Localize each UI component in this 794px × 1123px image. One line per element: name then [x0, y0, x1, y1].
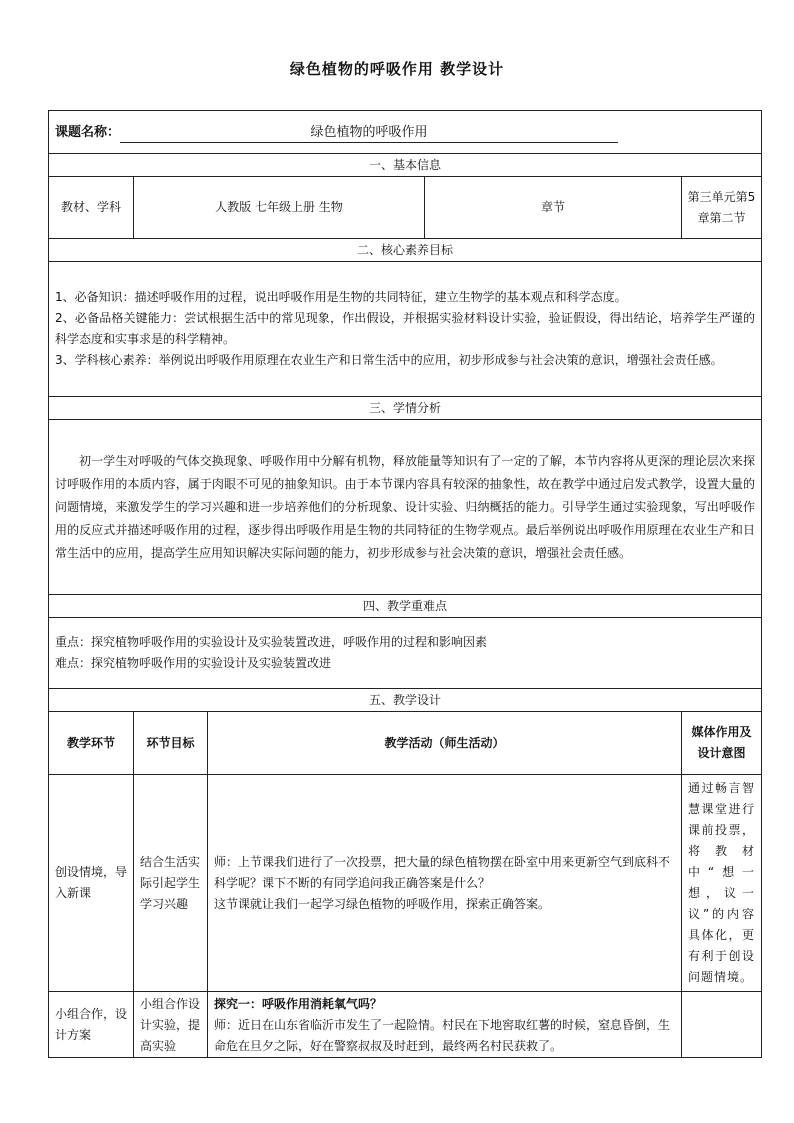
stage-cell: 小组合作，设计方案	[49, 992, 134, 1058]
section-header-key-points: 四、教学重难点	[49, 595, 762, 618]
basic-info-row	[49, 177, 762, 239]
col-stage: 教学环节	[49, 712, 134, 775]
activity-line: 师：近日在山东省临沂市发生了一起险情。村民在下地窖取红薯的时候，窒息昏倒，生命危在旦夕之际，好在警察叔叔及时赶到，最终两名村民获救了。	[214, 1018, 671, 1053]
section-header-design: 五、教学设计	[49, 689, 762, 712]
col-media: 媒体作用及设计意图	[682, 712, 762, 775]
activity-line: 探究一：呼吸作用消耗氧气吗？	[214, 997, 383, 1011]
media-cell: 通过畅言智慧课堂进行课前投票，将教材中“想一想，议一议”的内容具体化，更有利于创设问题情境。	[682, 775, 762, 992]
goal-item: 1、必备知识：描述呼吸作用的过程，说出呼吸作用是生物的共同特征，建立生物学的基本观点和科学态度。	[55, 290, 627, 304]
lesson-plan-table	[48, 110, 762, 1058]
key-points-row	[49, 618, 762, 689]
goal-item: 3、学科核心素养：举例说出呼吸作用原理在农业生产和日常生活中的应用，初步形成参与社会决策的意识，增强社会责任感。	[55, 353, 723, 367]
col-activity: 教学活动（师生活动）	[208, 712, 682, 775]
stage-cell: 创设情境，导入新课	[49, 775, 134, 992]
textbook-label: 教材、学科	[49, 177, 134, 239]
analysis-row	[49, 420, 762, 595]
goal-item: 2、必备品格关键能力：尝试根据生活中的常见现象，作出假设，并根据实验材料设计实验，验证假设，得出结论，培养学生严谨的科学态度和实事求是的科学精神。	[55, 311, 755, 346]
section-header-core-goals: 二、核心素养目标	[49, 239, 762, 262]
topic-row	[49, 111, 762, 154]
activity-line: 师：上节课我们进行了一次投票，把大量的绿色植物摆在卧室中用来更新空气到底科不科学呢？课下不断的有同学追问我正确答案是什么？	[214, 854, 671, 890]
goal-cell: 小组合作设计实验，提高实验	[134, 992, 208, 1058]
section-header-basic-info: 一、基本信息	[49, 154, 762, 177]
media-cell	[682, 992, 762, 1058]
topic-value: 绿色植物的呼吸作用	[120, 124, 618, 143]
activity-line: 这节课就让我们一起学习绿色植物的呼吸作用，探索正确答案。	[214, 896, 551, 911]
difficult-point: 难点：探究植物呼吸作用的实验设计及实验装置改进	[55, 656, 332, 670]
table-row	[49, 775, 762, 992]
chapter-label: 章节	[425, 177, 682, 239]
chapter-value: 第三单元第5章第二节	[682, 177, 762, 239]
activity-cell	[208, 992, 682, 1058]
design-column-headers	[49, 712, 762, 775]
key-point: 重点：探究植物呼吸作用的实验设计及实验装置改进，呼吸作用的过程和影响因素	[55, 635, 488, 649]
activity-cell	[208, 775, 682, 992]
analysis-text: 初一学生对呼吸的气体交换现象、呼吸作用中分解有机物，释放能量等知识有了一定的了解，本节内容将从更深的理论层次来探讨呼吸作用的本质内容，属于肉眼不可见的抽象知识。由于本节课内容具有较深的抽象性，故在教学中通过启发式教学，设置大量的问题情境，来激发学生的学习兴趣和进一步培养他们的分析现象、设计实验、归纳概括的能力。引导学生通过实验现象，写出呼吸作用的反应式并描述呼吸作用的过程，逐步得出呼吸作用是生物的共同特征的生物学观点。最后举例说出呼吸作用原理在农业生产和日常生活中的应用，提高学生应用知识解决实际问题的能力，初步形成参与社会决策的意识，增强社会责任感。	[55, 453, 755, 560]
goal-cell: 结合生活实际引起学生学习兴趣	[134, 775, 208, 992]
textbook-value: 人教版 七年级上册 生物	[134, 177, 425, 239]
topic-label: 课题名称：	[55, 124, 121, 140]
page-title: 绿色植物的呼吸作用 教学设计	[289, 60, 505, 78]
section-header-analysis: 三、学情分析	[49, 397, 762, 420]
core-goals-row	[49, 262, 762, 397]
col-goal: 环节目标	[134, 712, 208, 775]
table-row	[49, 992, 762, 1058]
